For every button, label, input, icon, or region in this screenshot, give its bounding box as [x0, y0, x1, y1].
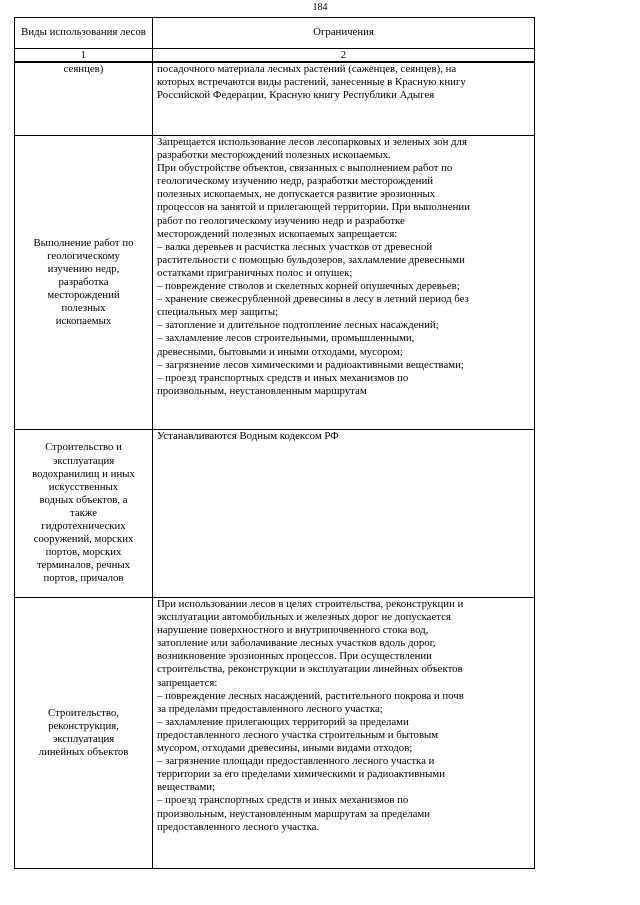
table-row — [15, 598, 535, 869]
restriction-line: нарушение поверхностного и внутрипочвенного стока вод, — [157, 624, 429, 637]
forest-use-line: портов, морских — [45, 546, 122, 559]
restriction-line: – валка деревьев и расчистка лесных участков от древесной — [157, 240, 433, 253]
forest-use-cell — [15, 62, 153, 136]
restriction-line: которых встречаются виды растений, занесенные в Красную книгу — [157, 76, 466, 89]
restriction-line: месторождений полезных ископаемых запрещается: — [157, 227, 398, 240]
header-restrictions: Ограничения — [153, 18, 535, 49]
restriction-line: предоставленного лесного участка. — [157, 820, 320, 833]
restriction-line: эксплуатации автомобильных и железных дорог не допускается — [157, 611, 451, 624]
restriction-line: работ по геологическому изучению недр и разработке — [157, 214, 405, 227]
forest-use-line: ископаемых — [55, 315, 112, 328]
restriction-line: Запрещается использование лесов лесопарковых и зеленых зон для — [157, 136, 467, 148]
table-row — [15, 430, 535, 598]
restriction-line: геологическому изучению недр, разработки месторождений — [157, 175, 434, 188]
forest-use-line: сооружений, морских — [33, 533, 134, 546]
forest-use-line: терминалов, речных — [36, 559, 131, 572]
forest-use-line: разработка — [58, 275, 109, 288]
restriction-line: При обустройстве объектов, связанных с выполнением работ по — [157, 162, 453, 175]
table-row — [15, 62, 535, 136]
restriction-line: – повреждение стволов и скелетных корней опушечных деревьев; — [157, 280, 460, 293]
forest-use-line: Выполнение работ по — [33, 236, 134, 249]
column-number-1: 1 — [15, 49, 153, 63]
restriction-line: – проезд транспортных средств и иных механизмов по — [157, 371, 409, 384]
restriction-line: территории за его пределами химическими и радиоактивными — [157, 768, 445, 781]
forest-use-line: полезных — [61, 302, 106, 315]
forest-use-line: также — [70, 506, 97, 519]
forest-use-line: реконструкция, — [48, 719, 119, 732]
restriction-line: При использовании лесов в целях строительства, реконструкции и — [157, 598, 464, 610]
restriction-line: – проезд транспортных средств и иных механизмов по — [157, 794, 409, 807]
restriction-line: – захламление прилегающих территорий за пределами — [157, 715, 409, 728]
restriction-line: разработки месторождений полезных ископаемых. — [157, 149, 391, 162]
table-row — [15, 136, 535, 430]
forest-use-line: водохранилищ и иных — [32, 467, 135, 480]
restrictions-cell — [153, 136, 535, 430]
restriction-line: специальных мер защиты; — [157, 306, 279, 319]
restrictions-cell — [153, 430, 535, 598]
restriction-line: за пределами предоставленного лесного участка; — [157, 702, 383, 715]
forest-use-line: Строительство, — [48, 706, 119, 719]
restriction-line: полезных ископаемых, не допускается развитие эрозионных — [157, 188, 436, 201]
page-number: 184 — [312, 2, 328, 13]
restriction-line: произвольным, неустановленным маршрутам — [157, 384, 367, 397]
forest-use-line: портов, причалов — [43, 572, 124, 585]
restriction-line: строительства, реконструкции и эксплуатации линейных объектов — [157, 663, 463, 676]
restriction-line: растительности с помощью бульдозеров, захламление древесными — [157, 253, 465, 266]
restriction-line: мусором, отходами древесины, иными видами отходов; — [157, 742, 413, 755]
forest-use-cell — [15, 598, 153, 869]
restriction-line: – затопление и длительное подтопление лесных насаждений; — [157, 319, 439, 332]
restriction-line: затопление или заболачивание лесных участков вдоль дорог, — [157, 637, 436, 650]
restriction-line: древесными, бытовыми и иными отходами, мусором; — [157, 345, 403, 358]
forest-use-cell — [15, 136, 153, 430]
restriction-line: запрещается: — [157, 676, 218, 689]
forest-use-line: месторождений — [47, 289, 120, 302]
restriction-line: – загрязнение лесов химическими и радиоактивными веществами; — [157, 358, 464, 371]
forest-use-line: эксплуатация — [52, 733, 115, 745]
forest-use-line: сеянцев) — [63, 63, 104, 75]
column-number-2: 2 — [153, 49, 535, 63]
restriction-line: посадочного материала лесных растений (саженцев, сеянцев), на — [157, 63, 457, 75]
restrictions-cell — [153, 598, 535, 869]
restriction-line: предоставленного лесного участка строительным и бытовым — [157, 728, 439, 741]
restriction-line: процессов на занятой и прилегающей территории. При выполнении — [157, 201, 470, 214]
table-header-row — [15, 18, 535, 49]
column-number-row — [15, 49, 535, 63]
forest-use-line: изучению недр, — [47, 262, 120, 275]
restriction-line: произвольным, неустановленным маршрутам за пределами — [157, 807, 431, 820]
restriction-line: – хранение свежесрубленной древесины в лесу в летний период без — [157, 293, 469, 306]
restrictions-cell — [153, 62, 535, 136]
restriction-line: – загрязнение площади предоставленного лесного участка и — [157, 755, 435, 768]
forest-use-line: гидротехнических — [41, 520, 126, 533]
forest-use-line: линейных объектов — [38, 746, 129, 759]
forest-use-line: эксплуатация — [52, 454, 115, 467]
forest-use-line: искусственных — [48, 480, 119, 493]
restrictions-table — [14, 17, 535, 869]
forest-use-line: геологическому — [47, 249, 120, 262]
restriction-line: Российской Федерации, Красную книгу Республики Адыгея — [157, 89, 435, 102]
forest-use-line: Строительство и — [45, 441, 122, 454]
restriction-line: – повреждение лесных насаждений, растительного покрова и почв — [157, 689, 464, 702]
restriction-line: остатками приграничных полос и опушек; — [157, 266, 353, 279]
forest-use-cell — [15, 430, 153, 598]
restriction-line: – захламление лесов строительными, промышленными, — [157, 332, 415, 345]
forest-use-line: водных объектов, а — [39, 493, 128, 506]
restriction-line: возникновение эрозионных процессов. При осуществлении — [157, 650, 432, 663]
restriction-line: веществами; — [157, 781, 216, 794]
header-forest-use: Виды использования лесов — [15, 18, 153, 49]
restriction-line: Устанавливаются Водным кодексом РФ — [157, 430, 339, 442]
